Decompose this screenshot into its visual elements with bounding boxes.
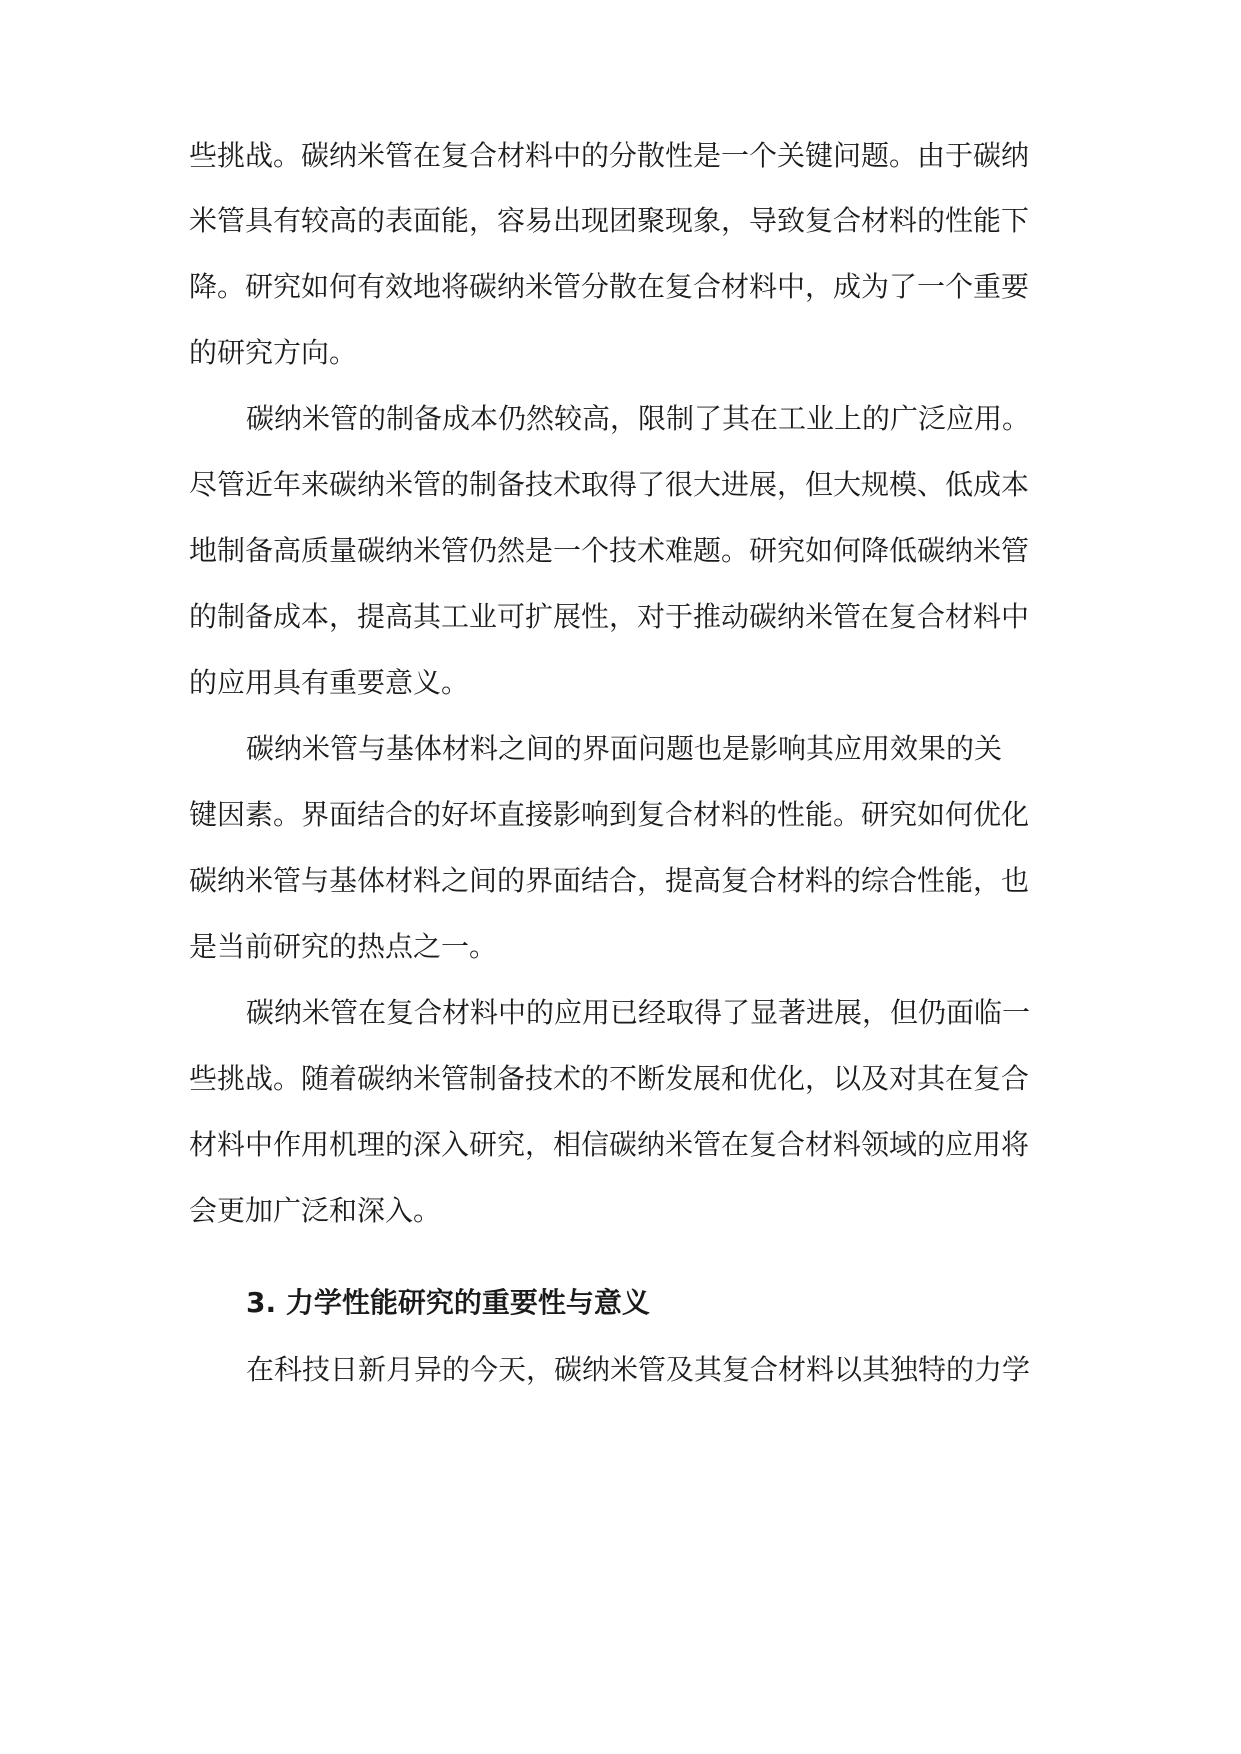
paragraph-2-line-1: 碳纳米管的制备成本仍然较高，限制了其在工业上的广泛应用。 — [246, 402, 1031, 435]
paragraph-1-line-1: 些挑战。碳纳米管在复合材料中的分散性是一个关键问题。由于碳纳 — [189, 139, 1030, 172]
paragraph-5-line-1: 在科技日新月异的今天，碳纳米管及其复合材料以其独特的力学 — [246, 1353, 1031, 1386]
paragraph-2-line-5: 的应用具有重要意义。 — [189, 666, 470, 699]
paragraph-2-line-4: 的制备成本，提高其工业可扩展性，对于推动碳纳米管在复合材料中 — [189, 600, 1030, 633]
paragraph-1-line-2: 米管具有较高的表面能，容易出现团聚现象，导致复合材料的性能下 — [189, 204, 1030, 237]
section-heading: 3. 力学性能研究的重要性与意义 — [246, 1286, 650, 1319]
paragraph-1-line-3: 降。研究如何有效地将碳纳米管分散在复合材料中，成为了一个重要 — [189, 270, 1030, 303]
paragraph-3-line-3: 碳纳米管与基体材料之间的界面结合，提高复合材料的综合性能，也 — [189, 864, 1030, 897]
paragraph-2-line-2: 尽管近年来碳纳米管的制备技术取得了很大进展，但大规模、低成本 — [189, 468, 1030, 501]
paragraph-3-line-2: 键因素。界面结合的好坏直接影响到复合材料的性能。研究如何优化 — [189, 798, 1030, 831]
paragraph-4-line-3: 材料中作用机理的深入研究，相信碳纳米管在复合材料领域的应用将 — [189, 1128, 1030, 1161]
paragraph-3-line-4: 是当前研究的热点之一。 — [189, 930, 498, 963]
paragraph-2-line-3: 地制备高质量碳纳米管仍然是一个技术难题。研究如何降低碳纳米管 — [189, 534, 1030, 567]
paragraph-3-line-1: 碳纳米管与基体材料之间的界面问题也是影响其应用效果的关 — [246, 732, 1003, 765]
paragraph-4-line-2: 些挑战。随着碳纳米管制备技术的不断发展和优化，以及对其在复合 — [189, 1062, 1030, 1095]
paragraph-4-line-1: 碳纳米管在复合材料中的应用已经取得了显著进展，但仍面临一 — [246, 996, 1031, 1029]
paragraph-1-line-4: 的研究方向。 — [189, 336, 358, 369]
paragraph-4-line-4: 会更加广泛和深入。 — [189, 1194, 442, 1227]
